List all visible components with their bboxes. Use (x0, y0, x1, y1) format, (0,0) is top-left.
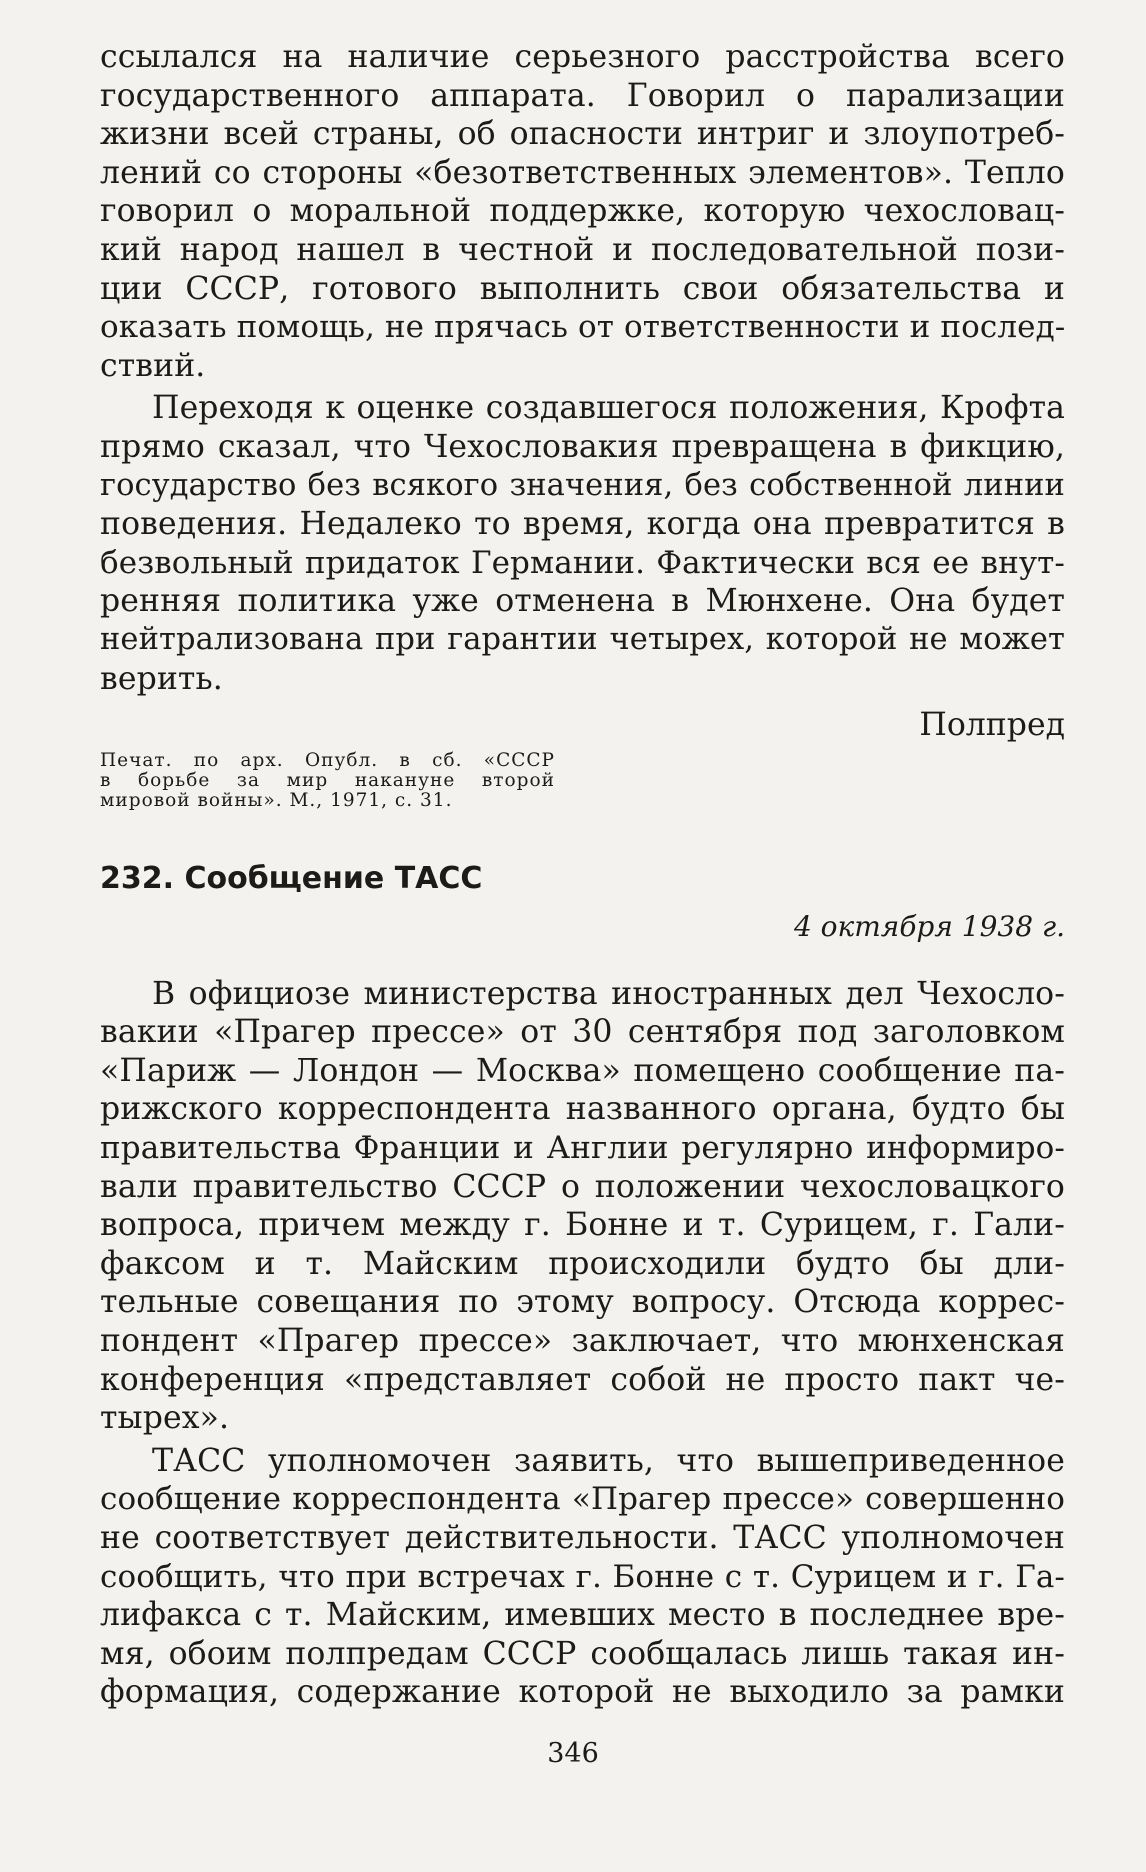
text-line: пондент «Прагер прессе» заключает, что мюнхенская (100, 1323, 1065, 1360)
text-line: конференция «представляет собой не просто пакт че- (100, 1361, 1065, 1398)
text-line: Переходя к оценке создавшегося положения, Крофта (152, 390, 1065, 427)
text-line: правительства Франции и Англии регулярно информиро- (100, 1130, 1065, 1167)
text-column (100, 38, 1065, 1712)
text-line: сообщить, что при встречах г. Бонне с т. Сурицем и г. Га- (100, 1558, 1065, 1595)
source-line: Печат. по арх. Опубл. в сб. «СССР (100, 749, 555, 771)
text-line: В официозе министерства иностранных дел Чехосло- (152, 975, 1065, 1012)
text-line: вали правительство СССР о положении чехословацкого (100, 1168, 1065, 1205)
text-line: кий народ нашел в честной и последовательной пози- (100, 231, 1065, 268)
text-line: рижского корреспондента названного органа, будто бы (100, 1091, 1065, 1128)
paragraph-3 (100, 975, 1065, 1438)
text-line: тельные совещания по этому вопросу. Отсюда коррес- (100, 1284, 1065, 1321)
text-line: факсом и т. Майским происходили будто бы дли- (100, 1245, 1065, 1282)
signature: Полпред (919, 707, 1065, 744)
text-line: мя, обоим полпредам СССР сообщалась лишь такая ин- (100, 1635, 1065, 1672)
text-line: сообщение корреспондента «Прагер прессе» совершенно (100, 1481, 1065, 1518)
text-line: нейтрализована при гарантии четырех, которой не может (100, 621, 1065, 657)
text-line: жизни всей страны, об опасности интриг и злоупотреб- (100, 116, 1065, 153)
text-line: ТАСС уполномочен заявить, что вышеприведенное (152, 1442, 1065, 1479)
text-line: поведения. Недалеко то время, когда она превратится в (100, 506, 1065, 543)
source-line: мировой войны». М., 1971, с. 31. (100, 789, 453, 811)
text-line: ствий. (100, 347, 206, 384)
document-date: 4 октября 1938 г. (793, 909, 1065, 943)
text-line: оказать помощь, не прячась от ответственности и послед- (100, 309, 1066, 346)
text-line: ции СССР, готового выполнить свои обязательства и (100, 270, 1065, 307)
text-line: верить. (100, 660, 223, 697)
text-line: тырех». (100, 1400, 230, 1437)
text-line: ссылался на наличие серьезного расстройства всего (100, 39, 1065, 75)
paragraph-1 (100, 38, 1065, 385)
text-line: безвольный придаток Германии. Фактически вся ее внут- (100, 544, 1065, 581)
text-line: лифакса с т. Майским, имевших место в последнее вре- (100, 1597, 1065, 1634)
text-line: государство без всякого значения, без собственной линии (100, 467, 1065, 503)
text-line: вакии «Прагер прессе» от 30 сентября под заголовком (100, 1014, 1065, 1051)
text-line: государственного аппарата. Говорил о парализации (100, 77, 1065, 114)
paragraph-2 (100, 389, 1065, 698)
text-line: вопроса, причем между г. Бонне и т. Сурицем, г. Гали- (100, 1207, 1065, 1244)
text-line: говорил о моральной поддержке, которую чехословац- (100, 193, 1065, 230)
section-heading: 232. Сообщение ТАСС (100, 860, 483, 896)
text-line: формация, содержание которой не выходило за рамки (100, 1674, 1065, 1711)
source-line: в борьбе за мир накануне второй (100, 769, 555, 791)
text-line: прямо сказал, что Чехословакия превращена в фикцию, (100, 428, 1065, 465)
text-line: «Париж — Лондон — Москва» помещено сообщение па- (100, 1052, 1065, 1089)
page-number: 346 (547, 1738, 599, 1769)
text-line: не соответствует действительности. ТАСС уполномочен (100, 1520, 1065, 1556)
source-note (100, 751, 555, 811)
paragraph-4 (100, 1442, 1065, 1712)
text-line: лений со стороны «безответственных элементов». Тепло (100, 154, 1065, 191)
text-line: ренняя политика уже отменена в Мюнхене. Она будет (100, 583, 1065, 620)
